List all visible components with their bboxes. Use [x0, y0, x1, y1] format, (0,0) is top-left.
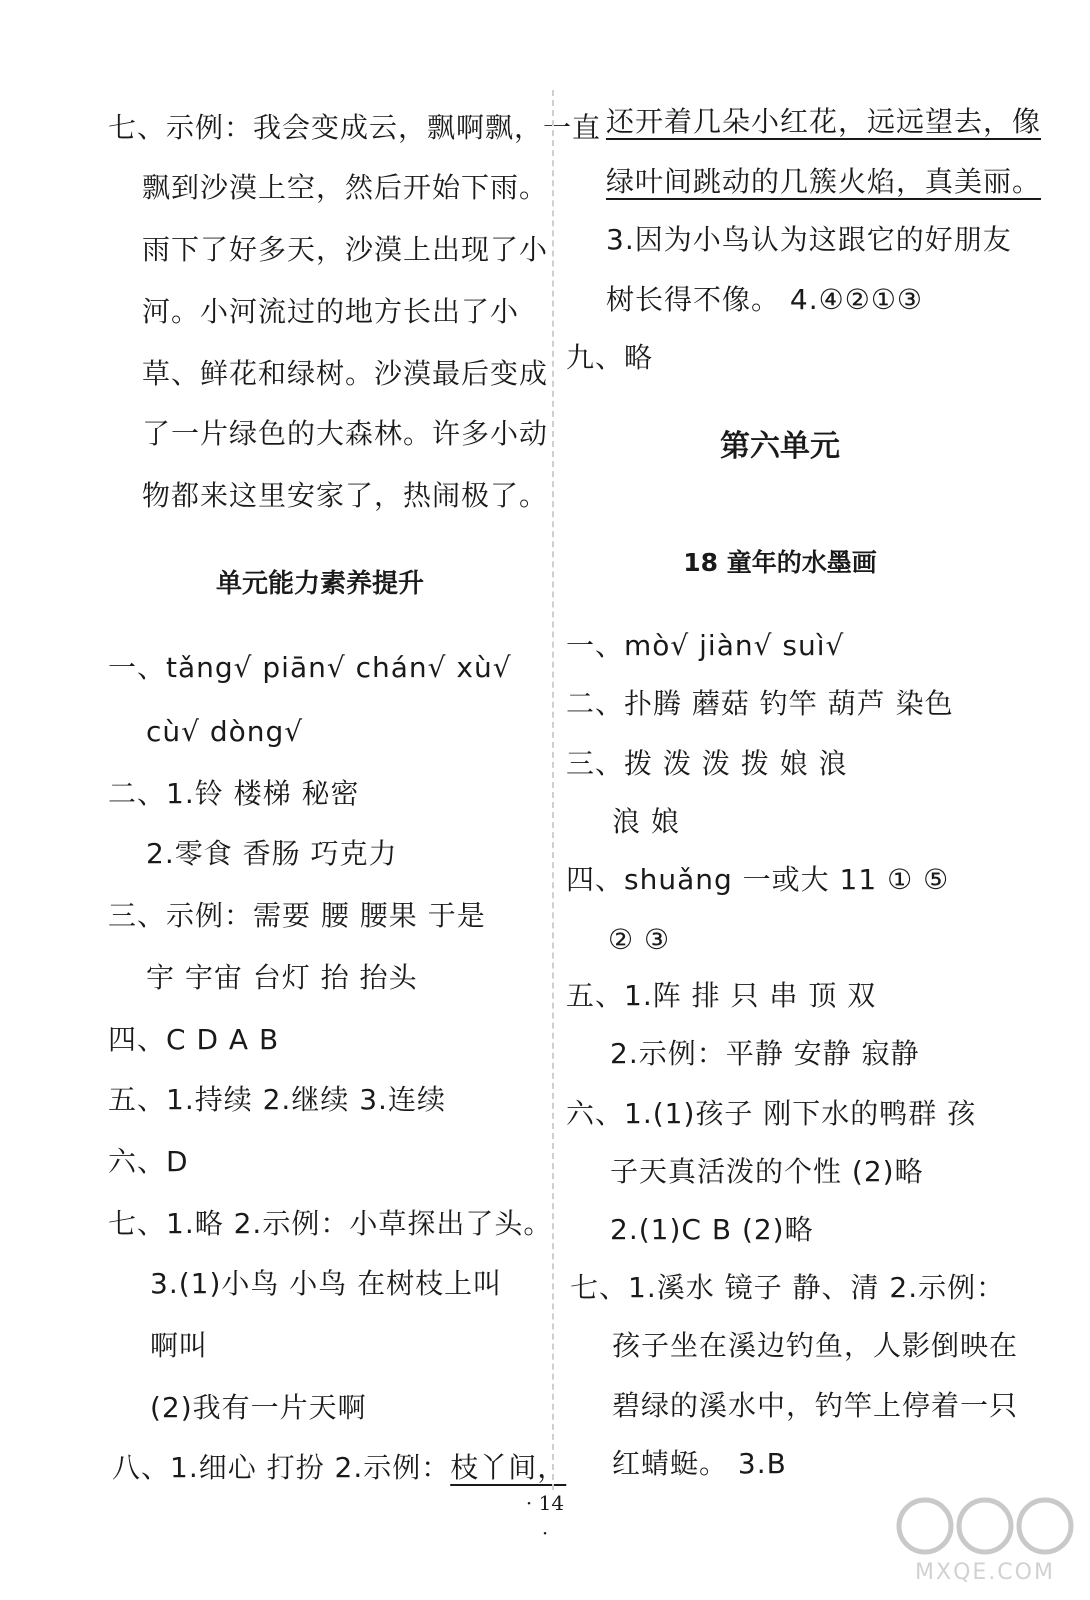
watermark-logo — [895, 1490, 1075, 1590]
text-line: 一、tǎng√ piān√ chán√ xù√ — [108, 651, 512, 684]
text-line: 3.因为小鸟认为这跟它的好朋友 — [606, 223, 1012, 256]
text-segment: 八、1.细心 打扮 2.示例： — [112, 1451, 451, 1484]
lesson-title: 18 童年的水墨画 — [683, 548, 877, 577]
text-line: 七、1.略 2.示例：小草探出了头。 — [108, 1207, 553, 1240]
text-line: 二、扑腾 蘑菇 钓竿 葫芦 染色 — [566, 687, 954, 720]
text-line: 一、mò√ jiàn√ suì√ — [566, 629, 845, 662]
text-line: 六、1.(1)孩子 刚下水的鸭群 孩 — [566, 1097, 977, 1130]
text-line: 2.(1)C B (2)略 — [610, 1213, 814, 1246]
text-line: 二、1.铃 楼梯 秘密 — [108, 777, 360, 810]
text-line: 草、鲜花和绿树。沙漠最后变成 — [142, 357, 549, 390]
underlined-answer: 绿叶间跳动的几簇火焰，真美丽。 — [606, 165, 1042, 198]
text-line: 啊叫 — [150, 1329, 209, 1362]
text-line: 宇 宇宙 台灯 抬 抬头 — [146, 961, 418, 994]
watermark-text: MXQE.COM — [915, 1560, 1055, 1585]
section-heading: 单元能力素养提升 — [215, 569, 424, 599]
text-line: 树长得不像。 4.④②①③ — [606, 283, 924, 316]
text-line: 三、示例：需要 腰 腰果 于是 — [108, 899, 486, 932]
text-line: cù√ dòng√ — [146, 715, 304, 748]
text-line: 红蜻蜓。 3.B — [612, 1447, 787, 1480]
text-line: 2.示例：平静 安静 寂静 — [610, 1037, 920, 1070]
text-line: 河。小河流过的地方长出了小 — [142, 295, 520, 328]
text-line: 六、D — [108, 1145, 189, 1178]
unit-title: 第六单元 — [720, 429, 840, 464]
page-number: · 14 · — [525, 1491, 565, 1545]
text-line: 五、1.持续 2.继续 3.连续 — [108, 1083, 446, 1116]
text-line: 七、1.溪水 镜子 静、清 2.示例： — [570, 1271, 1006, 1304]
text-line — [112, 1448, 566, 1488]
text-line: 了一片绿色的大森林。许多小动 — [142, 417, 549, 450]
column-divider — [552, 90, 554, 1490]
text-line: 3.(1)小鸟 小鸟 在树枝上叫 — [150, 1267, 503, 1300]
text-line: 七、示例：我会变成云，飘啊飘，一直 — [108, 111, 602, 144]
text-line: 2.零食 香肠 巧克力 — [146, 837, 398, 870]
text-line: 物都来这里安家了，热闹极了。 — [142, 479, 549, 512]
text-line: 浪 娘 — [612, 805, 680, 838]
text-line: 碧绿的溪水中，钓竿上停着一只 — [612, 1389, 1019, 1422]
underlined-answer: 枝丫间， — [450, 1451, 567, 1484]
text-line: 孩子坐在溪边钓鱼，人影倒映在 — [612, 1329, 1019, 1362]
text-line: (2)我有一片天啊 — [150, 1391, 367, 1424]
text-line: 雨下了好多天，沙漠上出现了小 — [142, 233, 549, 266]
text-line: 三、拨 泼 泼 拨 娘 浪 — [566, 747, 848, 780]
text-line: 五、1.阵 排 只 串 顶 双 — [566, 979, 877, 1012]
text-line: 九、略 — [566, 341, 654, 374]
watermark-icon — [895, 1490, 1075, 1560]
text-line: 飘到沙漠上空，然后开始下雨。 — [142, 171, 549, 204]
underlined-answer: 还开着几朵小红花，远远望去，像 — [606, 105, 1042, 138]
text-line: ② ③ — [608, 923, 671, 956]
text-line: 四、C D A B — [108, 1023, 280, 1056]
text-line: 子天真活泼的个性 (2)略 — [610, 1155, 924, 1188]
text-line: 四、shuǎng 一或大 11 ① ⑤ — [566, 863, 950, 896]
